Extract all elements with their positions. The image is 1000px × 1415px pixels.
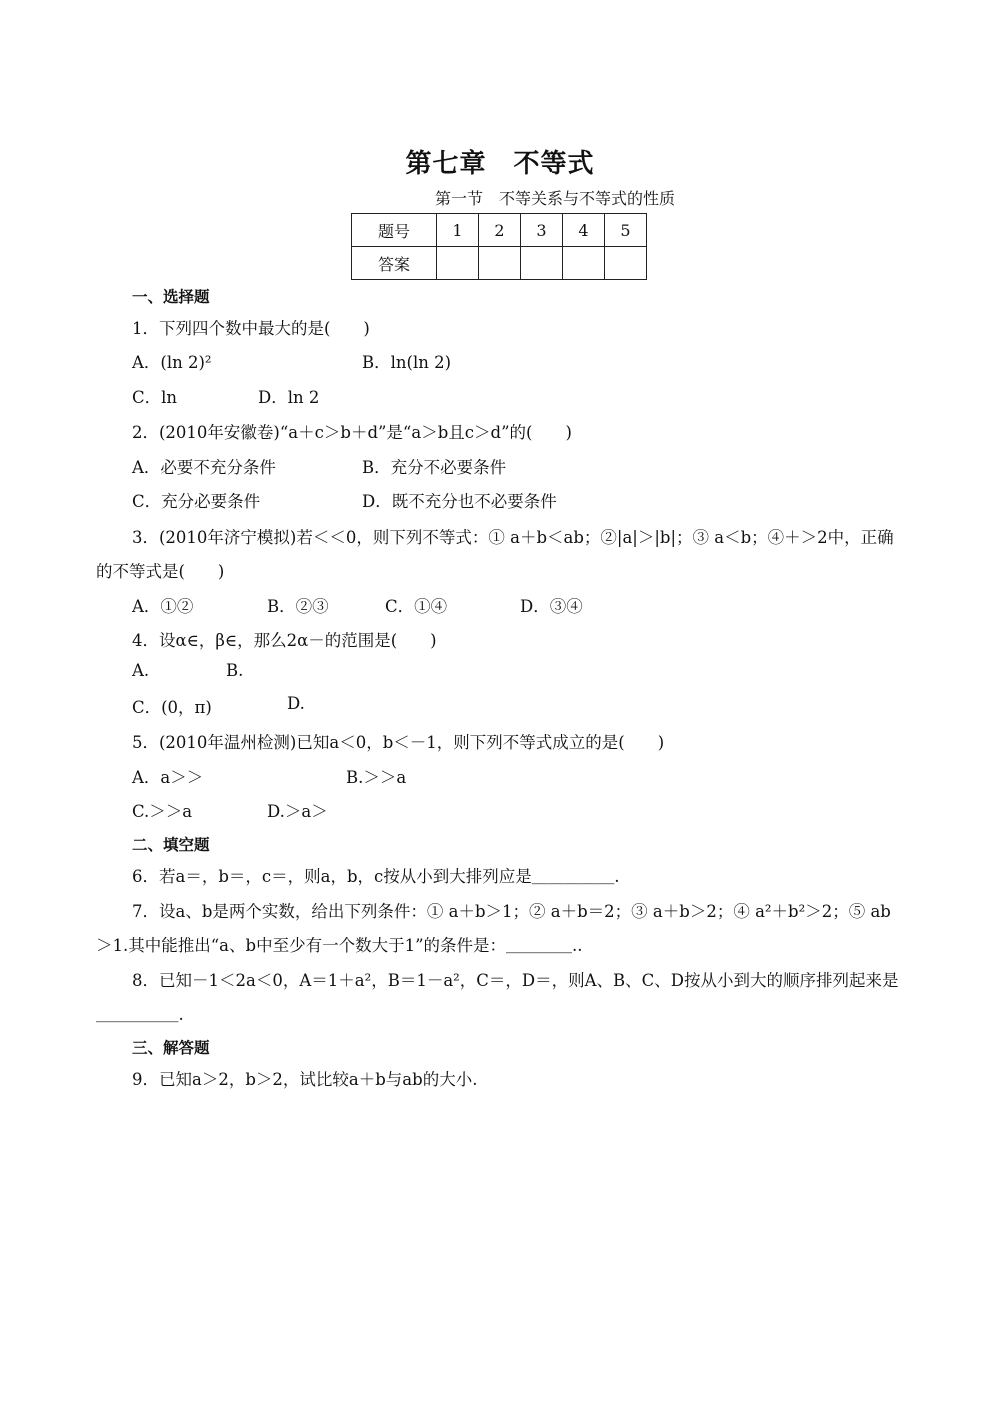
chapter-title: 第七章 不等式: [405, 149, 595, 179]
question-number-5: 5: [605, 214, 647, 247]
q1-option-a: A．(ln 2)²: [132, 353, 212, 372]
answer-table-header-row: [352, 214, 647, 247]
q2-option-c: C．充分必要条件: [132, 492, 261, 511]
q7-stem: 7．设a、b是两个实数，给出下列条件：① a＋b＞1；② a＋b＝2；③ a＋b＞2；④ a²＋b²＞2；⑤ ab: [132, 902, 891, 921]
question-number-2: 2: [479, 214, 521, 247]
q3-option-d: D．③④: [520, 597, 583, 616]
q2-option-d: D．既不充分也不必要条件: [362, 492, 557, 511]
q4-option-c: C．(0，π): [132, 698, 212, 717]
question-number-3: 3: [521, 214, 563, 247]
q5-stem: 5．(2010年温州检测)已知a＜0，b＜－1，则下列不等式成立的是( ): [132, 733, 665, 752]
q3-stem: 3．(2010年济宁模拟)若＜＜0，则下列不等式：① a＋b＜ab；②|a|＞|b|；③ a＜b；④＋＞2中，正确: [132, 528, 894, 547]
q1-stem: 1．下列四个数中最大的是( ): [132, 319, 370, 338]
q1-option-d: D．ln 2: [258, 388, 320, 407]
answer-table-answer-row: [352, 247, 647, 280]
q6-stem: 6．若a＝，b＝，c＝，则a，b，c按从小到大排列应是＿＿＿＿＿.: [132, 867, 620, 886]
answer-cell-5[interactable]: [605, 247, 647, 280]
section-heading-fill: 二、填空题: [132, 836, 210, 854]
section-heading-solve: 三、解答题: [132, 1039, 210, 1057]
question-number-label: 题号: [352, 214, 437, 247]
q3-option-b: B．②③: [267, 597, 329, 616]
q8-stem-continued: ＿＿＿＿＿.: [96, 1005, 184, 1024]
q5-option-c: C.＞＞a: [132, 802, 193, 821]
q2-stem: 2．(2010年安徽卷)“a＋c＞b＋d”是“a＞b且c＞d”的( ): [132, 423, 572, 442]
answer-table: [351, 213, 647, 280]
q1-option-c: C．ln: [132, 388, 178, 407]
question-number-1: 1: [437, 214, 479, 247]
q7-stem-continued: ＞1.其中能推出“a、b中至少有一个数大于1”的条件是：＿＿＿＿..: [96, 936, 583, 955]
q3-option-a: A．①②: [132, 597, 194, 616]
q5-option-d: D.＞a＞: [267, 802, 328, 821]
answer-cell-2[interactable]: [479, 247, 521, 280]
answer-cell-4[interactable]: [563, 247, 605, 280]
q2-option-a: A．必要不充分条件: [132, 458, 276, 477]
answer-cell-1[interactable]: [437, 247, 479, 280]
q3-stem-continued: 的不等式是( ): [96, 562, 225, 581]
q5-option-a: A．a＞＞: [132, 768, 204, 787]
q3-option-c: C．①④: [385, 597, 448, 616]
q4-stem: 4．设α∈，β∈，那么2α－的范围是( ): [132, 631, 437, 650]
q4-option-b: B.: [226, 661, 244, 680]
q1-option-b: B．ln(ln 2): [362, 353, 452, 372]
q9-stem: 9．已知a＞2，b＞2，试比较a＋b与ab的大小.: [132, 1070, 478, 1089]
section-heading-choice: 一、选择题: [132, 288, 210, 306]
q4-option-a: A.: [132, 661, 150, 680]
q4-option-d: D.: [287, 694, 305, 713]
q2-option-b: B．充分不必要条件: [362, 458, 507, 477]
answer-label: 答案: [352, 247, 437, 280]
q8-stem: 8．已知－1＜2a＜0，A＝1＋a²，B＝1－a²，C＝，D＝，则A、B、C、D按从小到大的顺序排列起来是: [132, 971, 899, 990]
answer-cell-3[interactable]: [521, 247, 563, 280]
q5-option-b: B.＞＞a: [346, 768, 407, 787]
question-number-4: 4: [563, 214, 605, 247]
section-subtitle: 第一节 不等关系与不等式的性质: [434, 189, 675, 208]
